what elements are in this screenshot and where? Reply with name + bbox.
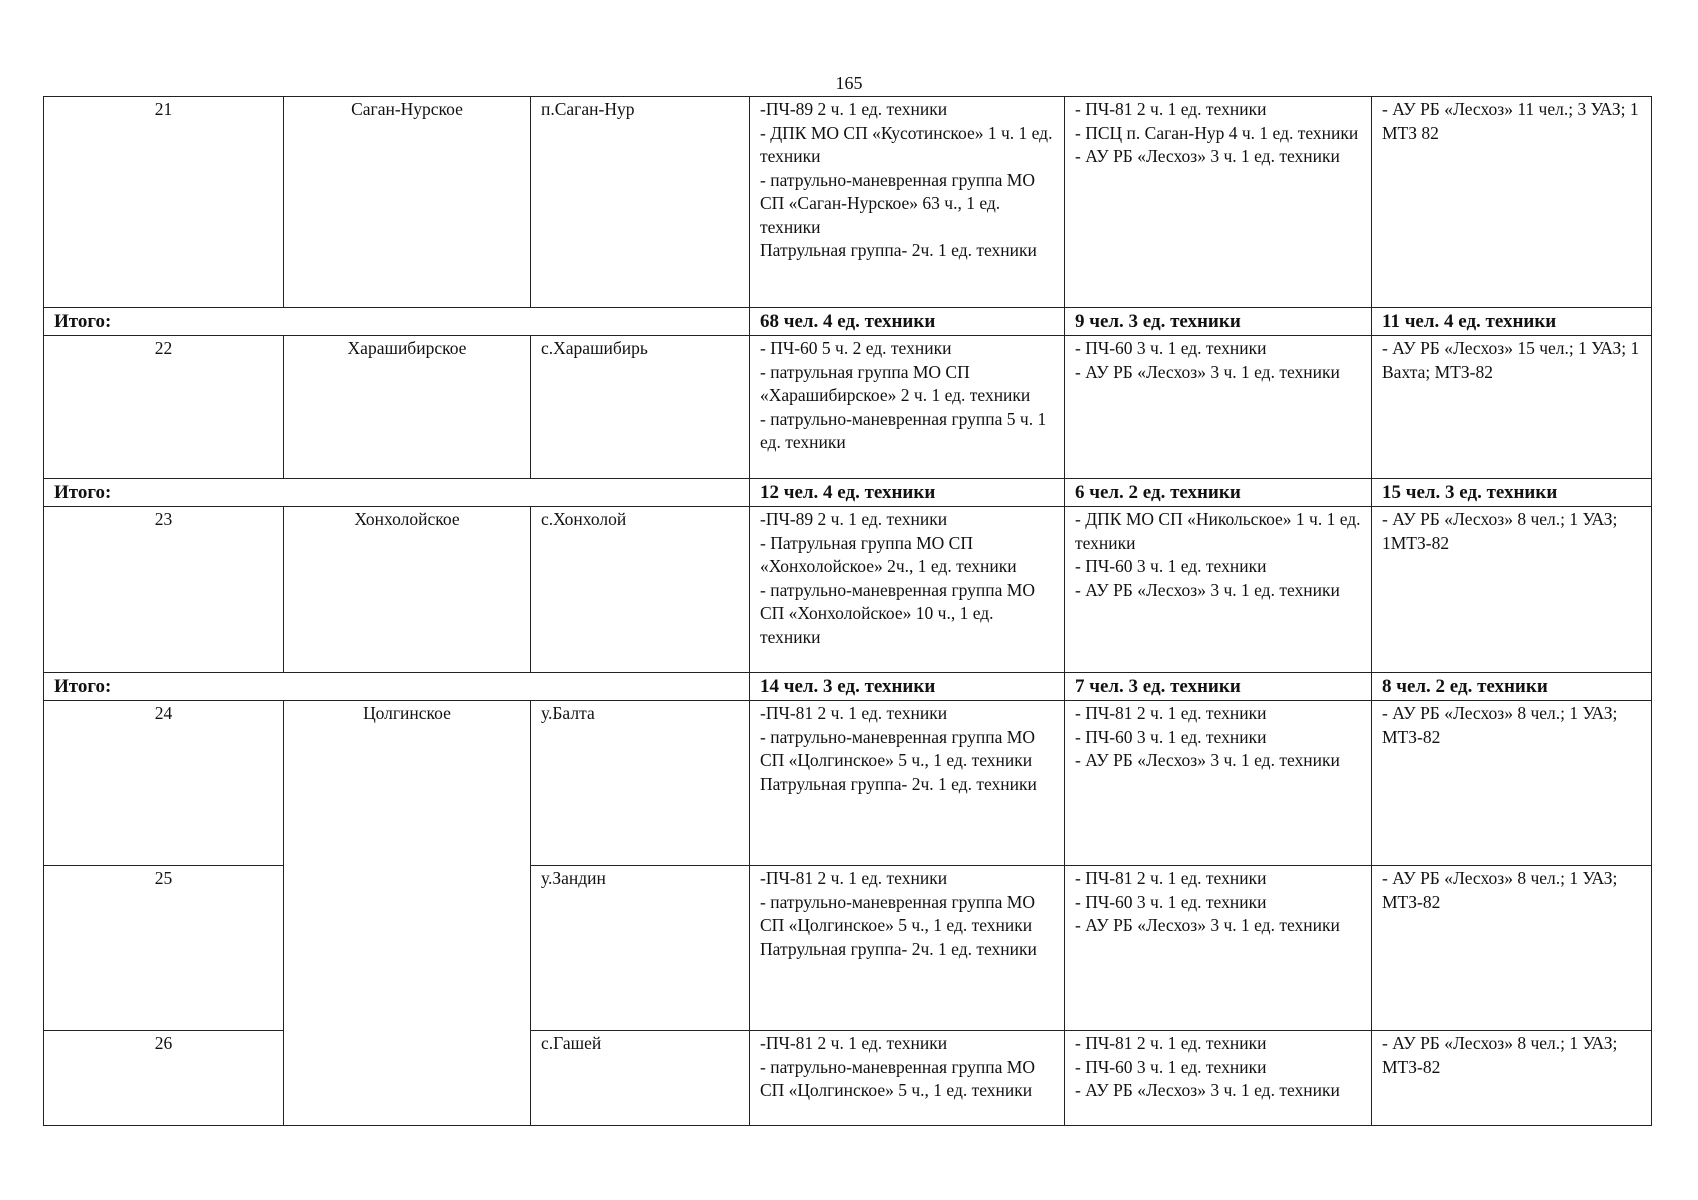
forestry-cell: - АУ РБ «Лесхоз» 8 чел.; 1 УАЗ; МТЗ-82 xyxy=(1372,1031,1652,1126)
page-number: 165 xyxy=(835,73,863,93)
reserve-cell: - ПЧ-81 2 ч. 1 ед. техники - ПЧ-60 3 ч. 1 ед. техники - АУ РБ «Лесхоз» 3 ч. 1 ед. техники xyxy=(1065,701,1372,866)
forces-cell: -ПЧ-81 2 ч. 1 ед. техники - патрульно-маневренная группа МО СП «Цолгинское» 5 ч., 1 ед. техники xyxy=(750,1031,1065,1126)
table-row xyxy=(44,701,1652,866)
locality-name: с.Харашибирь xyxy=(531,336,750,479)
reserve-cell: - ДПК МО СП «Никольское» 1 ч. 1 ед. техники - ПЧ-60 3 ч. 1 ед. техники - АУ РБ «Лесхоз» 3 ч. 1 ед. техники xyxy=(1065,507,1372,673)
total-forces: 14 чел. 3 ед. техники xyxy=(750,673,1065,701)
total-label: Итого: xyxy=(44,308,750,336)
total-label: Итого: xyxy=(44,479,750,507)
forces-cell: - ПЧ-60 5 ч. 2 ед. техники - патрульная группа МО СП «Харашибирское» 2 ч. 1 ед. техники - патрульно-маневренная группа 5 ч. 1 ед. техники xyxy=(750,336,1065,479)
table-row xyxy=(44,97,1652,308)
total-row xyxy=(44,479,1652,507)
total-forestry: 15 чел. 3 ед. техники xyxy=(1372,479,1652,507)
forestry-cell: - АУ РБ «Лесхоз» 8 чел.; 1 УАЗ; МТЗ-82 xyxy=(1372,701,1652,866)
locality-name: п.Саган-Нур xyxy=(531,97,750,308)
total-row xyxy=(44,673,1652,701)
row-number: 23 xyxy=(44,507,284,673)
forestry-cell: - АУ РБ «Лесхоз» 8 чел.; 1 УАЗ; МТЗ-82 xyxy=(1372,866,1652,1031)
row-number: 21 xyxy=(44,97,284,308)
reserve-cell: - ПЧ-81 2 ч. 1 ед. техники - ПСЦ п. Саган-Нур 4 ч. 1 ед. техники - АУ РБ «Лесхоз» 3 ч. 1 ед. техники xyxy=(1065,97,1372,308)
row-number: 24 xyxy=(44,701,284,866)
total-row xyxy=(44,308,1652,336)
forestry-cell: - АУ РБ «Лесхоз» 15 чел.; 1 УАЗ; 1 Вахта; МТЗ-82 xyxy=(1372,336,1652,479)
total-forces: 12 чел. 4 ед. техники xyxy=(750,479,1065,507)
reserve-cell: - ПЧ-60 3 ч. 1 ед. техники - АУ РБ «Лесхоз» 3 ч. 1 ед. техники xyxy=(1065,336,1372,479)
locality-name: с.Хонхолой xyxy=(531,507,750,673)
total-reserve: 7 чел. 3 ед. техники xyxy=(1065,673,1372,701)
forces-cell: -ПЧ-89 2 ч. 1 ед. техники - Патрульная группа МО СП «Хонхолойское» 2ч., 1 ед. техники - патрульно-маневренная группа МО СП «Хонхолойское» 10 ч., 1 ед. техники xyxy=(750,507,1065,673)
reserve-cell: - ПЧ-81 2 ч. 1 ед. техники - ПЧ-60 3 ч. 1 ед. техники - АУ РБ «Лесхоз» 3 ч. 1 ед. техники xyxy=(1065,1031,1372,1126)
forestry-cell: - АУ РБ «Лесхоз» 11 чел.; 3 УАЗ; 1 МТЗ 82 xyxy=(1372,97,1652,308)
table-row xyxy=(44,507,1652,673)
total-reserve: 9 чел. 3 ед. техники xyxy=(1065,308,1372,336)
settlement-name: Саган-Нурское xyxy=(284,97,531,308)
forces-cell: -ПЧ-81 2 ч. 1 ед. техники - патрульно-маневренная группа МО СП «Цолгинское» 5 ч., 1 ед. техники Патрульная группа- 2ч. 1 ед. техники xyxy=(750,701,1065,866)
locality-name: у.Балта xyxy=(531,701,750,866)
total-forces: 68 чел. 4 ед. техники xyxy=(750,308,1065,336)
total-label: Итого: xyxy=(44,673,750,701)
forestry-cell: - АУ РБ «Лесхоз» 8 чел.; 1 УАЗ; 1МТЗ-82 xyxy=(1372,507,1652,673)
row-number: 26 xyxy=(44,1031,284,1126)
settlement-name: Хонхолойское xyxy=(284,507,531,673)
locality-name: с.Гашей xyxy=(531,1031,750,1126)
table-row xyxy=(44,336,1652,479)
locality-name: у.Зандин xyxy=(531,866,750,1031)
forces-cell: -ПЧ-89 2 ч. 1 ед. техники - ДПК МО СП «Кусотинское» 1 ч. 1 ед. техники - патрульно-маневренная группа МО СП «Саган-Нурское» 63 ч., 1 ед. техники Патрульная группа- 2ч. 1 ед. техники xyxy=(750,97,1065,308)
total-reserve: 6 чел. 2 ед. техники xyxy=(1065,479,1372,507)
forces-cell: -ПЧ-81 2 ч. 1 ед. техники - патрульно-маневренная группа МО СП «Цолгинское» 5 ч., 1 ед. техники Патрульная группа- 2ч. 1 ед. техники xyxy=(750,866,1065,1031)
settlement-name: Харашибирское xyxy=(284,336,531,479)
reserve-cell: - ПЧ-81 2 ч. 1 ед. техники - ПЧ-60 3 ч. 1 ед. техники - АУ РБ «Лесхоз» 3 ч. 1 ед. техники xyxy=(1065,866,1372,1031)
row-number: 25 xyxy=(44,866,284,1031)
total-forestry: 8 чел. 2 ед. техники xyxy=(1372,673,1652,701)
settlement-name: Цолгинское xyxy=(284,701,531,1126)
total-forestry: 11 чел. 4 ед. техники xyxy=(1372,308,1652,336)
forces-table xyxy=(43,96,1652,1126)
row-number: 22 xyxy=(44,336,284,479)
